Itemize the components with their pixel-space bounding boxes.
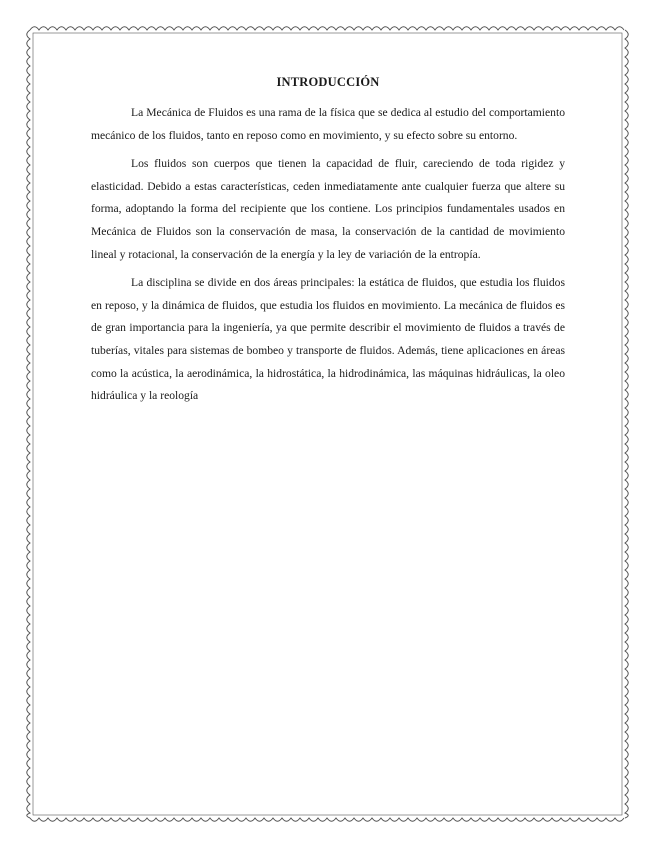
- paragraph-2: Los fluidos son cuerpos que tienen la capacidad de fluir, careciendo de toda rigidez y elasticidad. Debido a estas características, ceden inmediatamente ante cualquier fuerza que altere su forma, adoptando la forma del recipiente que los contiene. Los principios fundamentales usados en Mecánica de Fluidos son la conservación de masa, la conservación de la cantidad de movimiento lineal y rotacional, la conservación de la energía y la ley de variación de la entropía.: [91, 157, 565, 261]
- document-body: [91, 72, 565, 414]
- paragraph-1: La Mecánica de Fluidos es una rama de la física que se dedica al estudio del comportamiento mecánico de los fluidos, tanto en reposo como en movimiento, y su efecto sobre su entorno.: [91, 106, 565, 142]
- paragraph-3: La disciplina se divide en dos áreas principales: la estática de fluidos, que estudia los fluidos en reposo, y la dinámica de fluidos, que estudia los fluidos en movimiento. La mecánica de fluidos es de gran importancia para la ingeniería, ya que permite describir el movimiento de fluidos a través de tuberías, vitales para sistemas de bombeo y transporte de fluidos. Además, tiene aplicaciones en áreas como la acústica, la aerodinámica, la hidrostática, la hidrodinámica, las máquinas hidráulicas, la oleo hidráulica y la reología: [91, 276, 565, 403]
- document-title: INTRODUCCIÓN: [276, 75, 380, 89]
